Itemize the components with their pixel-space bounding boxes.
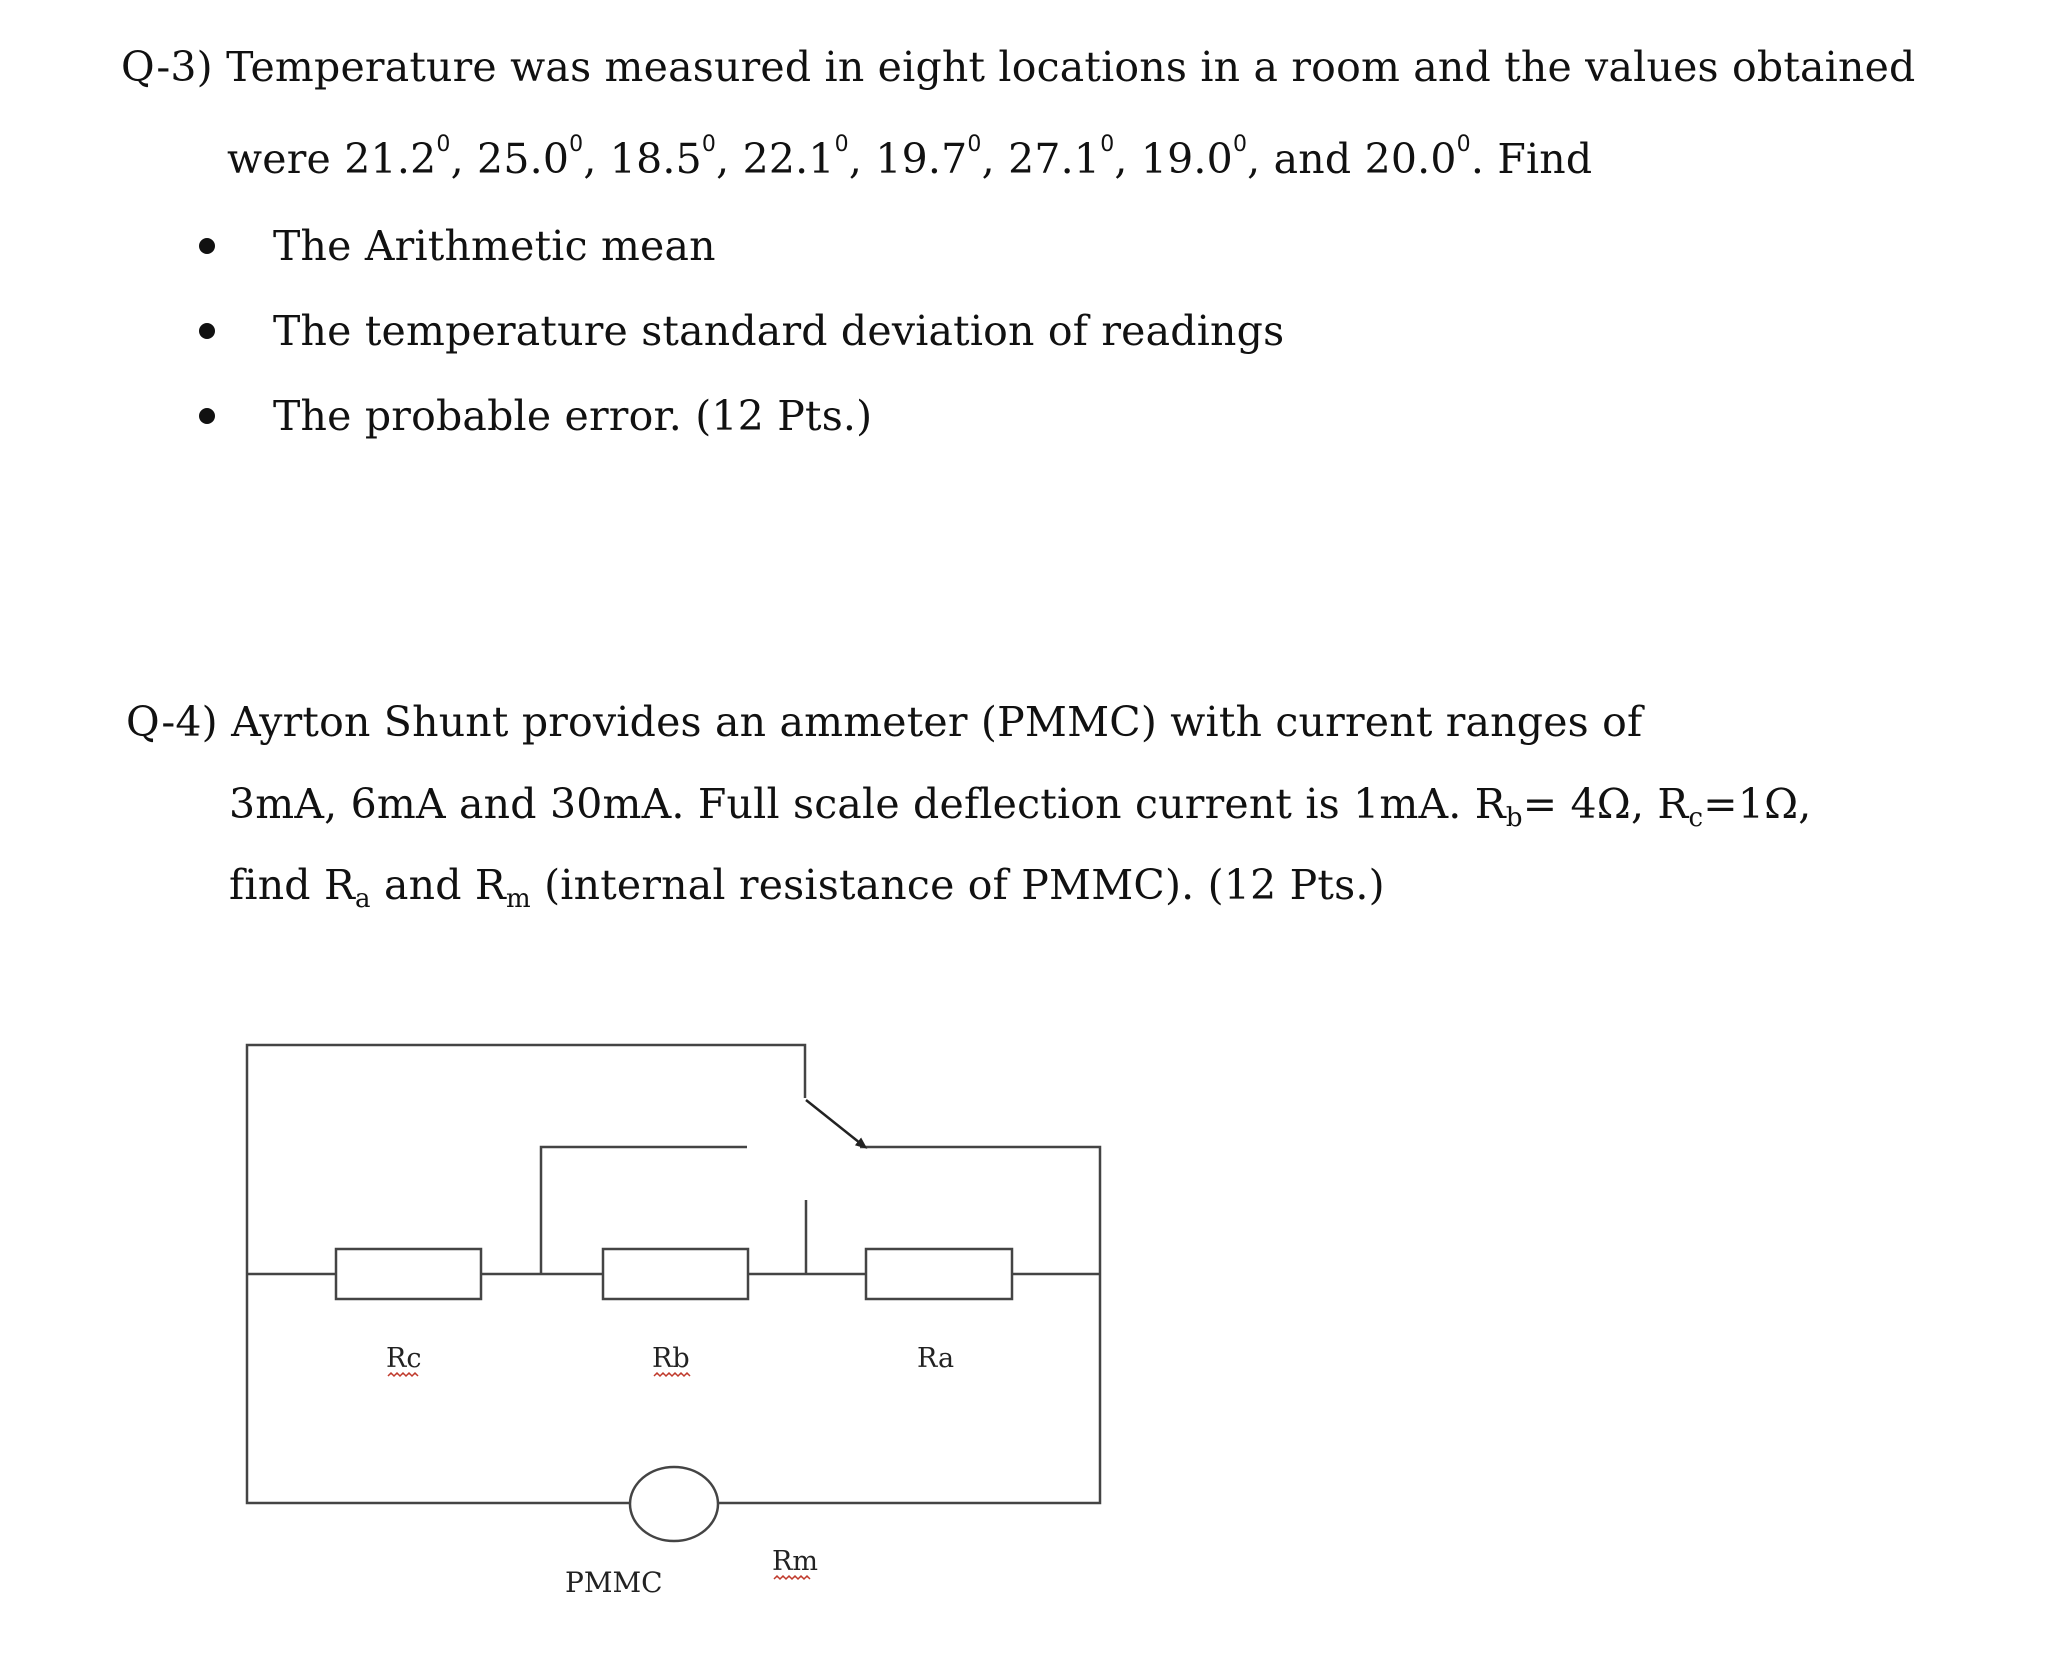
reading-value: 20.0	[1364, 135, 1457, 183]
spellcheck-squiggles	[388, 1373, 810, 1579]
wire-middle-left	[541, 1147, 747, 1274]
reading-value: 25.0	[477, 135, 570, 183]
degree-mark: 0	[967, 132, 982, 157]
label-rc: Rc	[386, 1343, 422, 1374]
wire-middle-right	[860, 1147, 1100, 1496]
resistor-rb	[603, 1249, 748, 1299]
label-rb: Rb	[652, 1343, 690, 1374]
degree-mark: 0	[1456, 132, 1471, 157]
q3-text-line-1: Temperature was measured in eight locations in a room and the values obtained	[226, 43, 1916, 91]
wire-bottom-right	[718, 1496, 1100, 1503]
reading-value: 18.5	[609, 135, 702, 183]
q4-line-2: 3mA, 6mA and 30mA. Full scale deflection current is 1mA. $R_b= 4\Omega$, $R_c=1\Omega$,	[229, 780, 1812, 833]
resistor-ra	[866, 1249, 1012, 1299]
q3-number: Q-3)	[121, 43, 213, 91]
reading-value: 21.2	[344, 135, 437, 183]
wire-bottom-left	[247, 1274, 630, 1503]
degree-mark: 0	[569, 132, 584, 157]
degree-mark: 0	[701, 132, 717, 157]
squiggle-rc	[388, 1373, 418, 1376]
q3-line-2-suffix: . Find	[1470, 135, 1593, 183]
q4-line-3: find $R_a$ and $R_m$ (internal resistance of PMMC). (12 Pts.)	[229, 861, 1385, 914]
q3-bullet-3: The probable error. (12 Pts.)	[273, 392, 873, 440]
q4-text-line-1: Ayrton Shunt provides an ammeter (PMMC) with current ranges of	[231, 698, 1643, 746]
q4-number: Q-4)	[126, 698, 218, 746]
q3-line-2-prefix: were	[227, 135, 332, 183]
degree-mark: 0	[1100, 132, 1115, 157]
circuit-wires	[247, 1045, 1100, 1541]
q3-line-2: were 21.2$^0$, 25.0$^0$, 18.5$^0$, 22.1$^0$, 19.7$^0$, 27.1$^0$, 19.0$^0$, and 20.0$^0$. Find	[227, 132, 1593, 183]
q3-bullet-1: The Arithmetic mean	[273, 222, 716, 270]
pmmc-meter	[630, 1467, 718, 1541]
q3-bullet-2: The temperature standard deviation of readings	[273, 307, 1285, 355]
and-word: and	[1273, 135, 1352, 183]
reading-value: 22.1	[742, 135, 835, 183]
resistor-rc	[336, 1249, 481, 1299]
label-ra: Ra	[917, 1343, 955, 1374]
label-rm: Rm	[772, 1546, 818, 1577]
wire-top-outer	[247, 1045, 805, 1274]
reading-value: 19.0	[1140, 135, 1233, 183]
degree-mark: 0	[834, 132, 849, 157]
reading-value: 19.7	[875, 135, 968, 183]
degree-mark: 0	[1232, 132, 1248, 157]
degree-mark: 0	[436, 132, 451, 157]
selector-switch-arrow	[806, 1100, 865, 1147]
reading-value: 27.1	[1008, 135, 1101, 183]
label-pmmc: PMMC	[565, 1566, 663, 1599]
